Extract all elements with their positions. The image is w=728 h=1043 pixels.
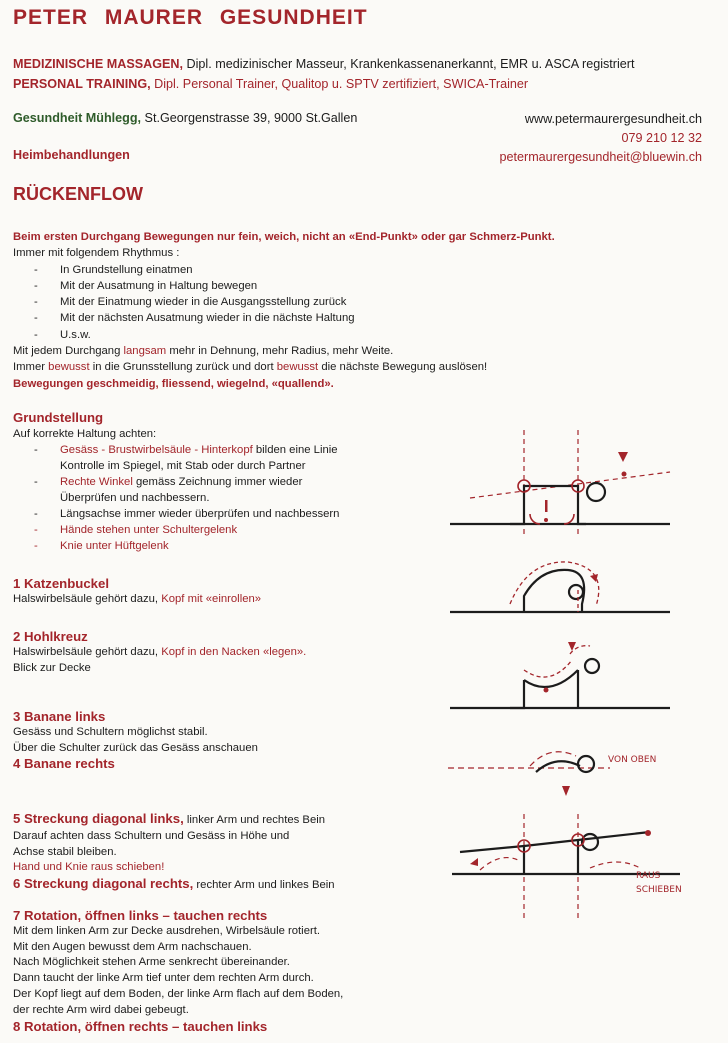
emphasis: Kopf in den Nacken «legen». bbox=[161, 645, 307, 658]
rotation-section bbox=[13, 908, 343, 1034]
katzenbuckel-section bbox=[13, 576, 261, 608]
grundstellung-section bbox=[13, 410, 339, 554]
location-line bbox=[13, 111, 357, 125]
banane-figure bbox=[440, 736, 690, 800]
list-item bbox=[13, 442, 339, 474]
services-massage-line bbox=[13, 57, 635, 71]
hohlkreuz-section bbox=[13, 629, 306, 676]
section-text: Mit dem linken Arm zur Decke ausdrehen, Wirbelsäule rotiert. bbox=[13, 924, 321, 937]
text: Mit jedem Durchgang bbox=[13, 345, 124, 358]
intro-rhythm: Immer mit folgendem Rhythmus : bbox=[13, 247, 180, 260]
streckung-section bbox=[13, 811, 335, 894]
section-text bbox=[13, 645, 306, 661]
email-link[interactable]: petermaurergesundheit@bluewin.ch bbox=[499, 150, 702, 164]
text: bilden eine Linie bbox=[252, 444, 338, 456]
location-name: Gesundheit Mühlegg, bbox=[13, 111, 142, 125]
intro-para-2 bbox=[13, 359, 555, 375]
streckung-figure bbox=[440, 812, 710, 920]
section-text: Dann taucht der linke Arm tief unter dem rechten Arm durch. bbox=[13, 972, 314, 985]
section-text: Nach Möglichkeit stehen Arme senkrecht übereinander. bbox=[13, 956, 290, 969]
section-text: Mit den Augen bewusst dem Arm nachschauen. bbox=[13, 940, 252, 953]
website-link[interactable]: www.petermaurergesundheit.ch bbox=[524, 112, 702, 126]
section-heading-2: 8 Rotation, öffnen rechts – tauchen links bbox=[13, 1018, 268, 1034]
text: in die Grunsstellung zurück und dort bbox=[89, 361, 277, 374]
section-heading-2 bbox=[13, 876, 335, 894]
location-address: St.Georgenstrasse 39, 9000 St.Gallen bbox=[141, 111, 358, 125]
brand-title: PETER MAURER GESUNDHEIT bbox=[13, 6, 368, 29]
text: die nächste Bewegung auslösen! bbox=[318, 361, 488, 374]
emphasis: langsam bbox=[123, 345, 167, 358]
text: Halswirbelsäule gehört dazu, bbox=[13, 592, 162, 605]
list-item bbox=[13, 474, 339, 506]
figure-label-raus: RAUS bbox=[636, 871, 661, 881]
list-item: - Knie unter Hüftgelenk bbox=[13, 538, 339, 554]
intro-para-3: Bewegungen geschmeidig, fliessend, wiegelnd, «quallend». bbox=[13, 377, 334, 390]
katzenbuckel-figure bbox=[440, 560, 680, 620]
text: rechter Arm und linkes Bein bbox=[193, 879, 335, 892]
home-visits: Heimbehandlungen bbox=[13, 148, 130, 162]
section-text: der rechte Arm wird dabei gebeugt. bbox=[13, 1003, 189, 1016]
figure-label-von-oben: VON OBEN bbox=[608, 755, 657, 765]
section-heading: 7 Rotation, öffnen links – tauchen rechts bbox=[13, 908, 268, 923]
section-text: Darauf achten dass Schultern und Gesäss in Höhe und bbox=[13, 829, 290, 842]
emphasis: bewusst bbox=[48, 361, 90, 374]
massage-label: MEDIZINISCHE MASSAGEN, bbox=[13, 57, 184, 71]
posture-list bbox=[13, 442, 339, 554]
intro-para-1 bbox=[13, 343, 555, 359]
section-text-2: Blick zur Decke bbox=[13, 661, 91, 674]
section-text: Der Kopf liegt auf dem Boden, der linke Arm flach auf dem Boden, bbox=[13, 987, 344, 1000]
list-item: - U.s.w. bbox=[13, 327, 555, 343]
section-heading: 3 Banane links bbox=[13, 709, 106, 724]
list-item: - Längsachse immer wieder überprüfen und nachbessern bbox=[13, 506, 339, 522]
phone-number: 079 210 12 32 bbox=[621, 131, 702, 145]
list-item: - Hände stehen unter Schultergelenk bbox=[13, 522, 339, 538]
emphasis: Kopf mit «einrollen» bbox=[161, 592, 262, 605]
text: linker Arm und rechtes Bein bbox=[183, 814, 326, 826]
list-item: - In Grundstellung einatmen bbox=[13, 262, 555, 278]
section-text: Gesäss und Schultern möglichst stabil. bbox=[13, 725, 208, 738]
grundstellung-figure bbox=[440, 428, 680, 540]
figure-label-schieben: SCHIEBEN bbox=[636, 885, 682, 895]
text: gemäss Zeichnung immer wieder bbox=[132, 476, 303, 488]
text: mehr in Dehnung, mehr Radius, mehr Weite. bbox=[166, 345, 394, 358]
text: Rechte Winkel bbox=[60, 476, 133, 488]
training-label: PERSONAL TRAINING, bbox=[13, 77, 151, 91]
massage-details: Dipl. medizinischer Masseur, Krankenkassenanerkannt, EMR u. ASCA registriert bbox=[183, 57, 635, 71]
section-text bbox=[13, 592, 261, 608]
text: Halswirbelsäule gehört dazu, bbox=[13, 645, 162, 658]
list-item: - Mit der Einatmung wieder in die Ausgangsstellung zurück bbox=[13, 294, 555, 310]
services-training-line bbox=[13, 77, 528, 91]
section-sub: Auf korrekte Haltung achten: bbox=[13, 428, 157, 440]
page-title: RÜCKENFLOW bbox=[13, 184, 143, 204]
section-heading bbox=[13, 811, 335, 829]
text: Immer bbox=[13, 361, 49, 374]
section-heading: Grundstellung bbox=[13, 410, 104, 425]
heading-text: 6 Streckung diagonal rechts, bbox=[13, 876, 194, 892]
text: Überprüfen und nachbessern. bbox=[60, 492, 210, 504]
heading-text: 5 Streckung diagonal links, bbox=[13, 811, 184, 826]
section-heading: 2 Hohlkreuz bbox=[13, 629, 88, 644]
section-text-3: Hand und Knie raus schieben! bbox=[13, 861, 165, 874]
section-heading-2: 4 Banane rechts bbox=[13, 756, 115, 772]
section-text-2: Achse stabil bleiben. bbox=[13, 845, 117, 858]
hohlkreuz-figure bbox=[440, 636, 680, 716]
list-item: - Mit der nächsten Ausatmung wieder in die nächste Haltung bbox=[13, 310, 555, 326]
banane-section bbox=[13, 709, 258, 772]
rhythm-steps bbox=[13, 262, 555, 343]
section-heading: 1 Katzenbuckel bbox=[13, 576, 110, 591]
list-item: - Mit der Ausatmung in Haltung bewegen bbox=[13, 278, 555, 294]
text: Kontrolle im Spiegel, mit Stab oder durch Partner bbox=[60, 460, 306, 472]
emphasis: bewusst bbox=[276, 361, 319, 374]
intro-section bbox=[13, 229, 555, 392]
text: Gesäss - Brustwirbelsäule - Hinterkopf bbox=[60, 444, 253, 456]
training-details: Dipl. Personal Trainer, Qualitop u. SPTV zertifiziert, SWICA-Trainer bbox=[150, 77, 529, 91]
intro-lead: Beim ersten Durchgang Bewegungen nur fein, weich, nicht an «End-Punkt» oder gar Schmerz-Punkt. bbox=[13, 231, 555, 243]
section-text-2: Über die Schulter zurück das Gesäss anschauen bbox=[13, 741, 258, 754]
